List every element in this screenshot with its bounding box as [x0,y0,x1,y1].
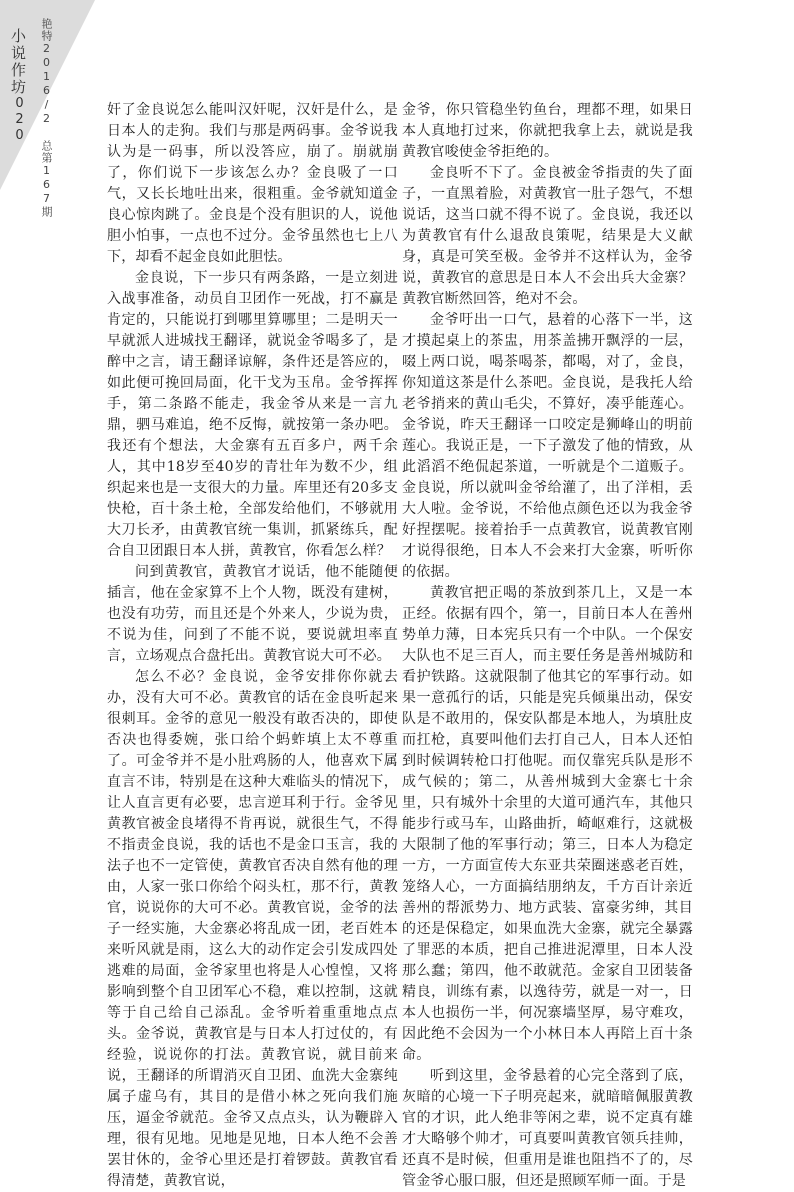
paragraph: 金良听不下了。金良被金爷指责的失了面子，一直黑着脸，对黄教官一肚子怨气，不想说话，这当口就不得不说了。金良说，我还以为黄教官有什么退敌良策呢，结果是大义献身，真是可笑至极。金爷并不这样认为，金爷说，黄教官的意思是日本人不会出兵大金寨？黄教官断然回答，绝对不会。 [402,165,693,307]
paragraph: 听到这里，金爷悬着的心完全落到了底，灰暗的心境一下子明亮起来，就暗暗佩服黄教官的才识，此人绝非等闲之辈，说不定真有雄才大略够个帅才，可真要叫黄教官领兵挂帅，还真不是时候，但重用是谁也阻挡不了的，尽管金爷心服口服，但还是照顾军师一面。于是 [402,1068,693,1189]
section-title: 小说作坊 [9,28,27,96]
paragraph: 黄教官把正喝的茶放到茶几上，又是一本正经。依据有四个，第一，目前日本人在善州势单力薄，日本宪兵只有一个中队。一个保安大队也不足三百人，而主要任务是善州城防和看护铁路。这就限制了他其它的军事行动。如果一意孤行的话，只能是宪兵倾巢出动，保安队是不敢用的，保安队都是本地人，为填肚皮而扛枪，真要叫他们去打自己人，日本人还怕到时候调转枪口打他呢。而仅靠宪兵队是形不成气候的；第二，从善州城到大金寨七十余里，只有城外十余里的大道可通汽车，其他只能步行或马车，山路曲折，崎岖难行，这就极大限制了他的军事行动；第三，日本人为稳定一方，一方面宣传大东亚共荣圈迷惑老百姓，笼络人心，一方面搞结朋纳友，千方百计亲近善州的帮派势力、地方武装、富豪劣绅，其目的还是保稳定，如果血洗大金寨，就完全暴露了罪恶的本质，把自己推进泥潭里，日本人没那么蠢；第四，他不敢就范。金家自卫团装备精良，训练有素，以逸待劳，就是一对一，日本人也损伤一半，何况寨墙坚厚，易守难攻，因此绝不会因为一个小林日本人再陪上百十条命。 [402,585,693,1063]
left-text-column [107,100,398,1192]
right-text-column [402,100,693,1192]
issue-label: 艳特2016/2 总第167期 [40,18,53,218]
page-number: 020 [12,96,27,144]
paragraph: 问到黄教官，黄教官才说话，他不能随便插言，他在金家算不上个人物，既没有建树，也没有功劳，而且还是个外来人，少说为贵，不说为佳，问到了不能不说，要说就坦率直言，立场观点合盘托出。黄教官说大可不必。 [107,564,398,664]
paragraph: 奸了金良说怎么能叫汉奸呢，汉奸是什么，是日本人的走狗。我们与那是两码事。金爷说我认为是一码事，所以没答应，崩了。崩就崩了，你们说下一步该怎么办？金良吸了一口气，又长长地吐出来，很粗重。金爷就知道金良心惊肉跳了。金良是个没有胆识的人，说他胆小怕事，一点也不过分。金爷虽然也七上八下，却看不起金良如此胆怯。 [107,102,398,265]
paragraph: 金爷，你只管稳坐钓鱼台，理都不理，如果日本人真地打过来，你就把我拿上去，就说是我黄教官唆使金爷拒绝的。 [402,102,693,160]
paragraph: 怎么不必？金良说，金爷安排你你就去办，没有大可不必。黄教官的话在金良听起来很刺耳。金爷的意见一般没有敢否决的，即使否决也得委婉，张口给个蚂蚱填上太不尊重了。可金爷并不是小肚鸡肠的人，他喜欢下属直言不讳，特别是在这种大难临头的情况下，让人直言更有必要，忠言逆耳利于行。金爷见黄教官被金良堵得不肯再说，就很生气，不得不指责金良说，我的话也不是金口玉言，我的法子也不一定管使，黄教官否决自然有他的理由，人家一张口你给个闷头杠，那不行，黄教官，说说你的大可不必。黄教官说，金爷的法子一经实施，大金寨必将乱成一团，老百姓本来听风就是雨，这么大的动作定会引发成四处逃难的局面，金爷家里也将是人心惶惶，又将影响到整个自卫团军心不稳，难以控制，这就等于自己给自己添乱。金爷听着重重地点点头。金爷说，黄教官是与日本人打过仗的，有经验，说说你的打法。黄教官说，就目前来说，王翻译的所谓消灭自卫团、血洗大金寨纯属子虚乌有，其目的是借小林之死向我们施压，逼金爷就范。金爷又点点头，认为鞭辟入理，很有见地。见地是见地，日本人绝不会善罢甘休的，金爷心里还是打着锣鼓。黄教官看得清楚，黄教官说， [107,669,398,1189]
paragraph: 金良说，下一步只有两条路，一是立刻进入战事准备，动员自卫团作一死战，打不赢是肯定的，只能说打到哪里算哪里；二是明天一早就派人进城找王翻译，就说金爷喝多了，是醉中之言，请王翻译谅解，条件还是答应的，如此便可挽回局面，化干戈为玉帛。金爷挥挥手，第二条路不能走，我金爷从来是一言九鼎，驷马难追，绝不反悔，就按第一条办吧。我还有个想法，大金寨有五百多户，两千余人，其中18岁至40岁的青壮年为数不少，组织起来也是一支很大的力量。库里还有20多支快枪，百十条土枪，全部发给他们，不够就用大刀长矛，由黄教官统一集训，抓紧练兵，配合自卫团跟日本人拼，黄教官，你看怎么样？ [107,270,398,559]
paragraph: 金爷吁出一口气，悬着的心落下一半，这才摸起桌上的茶盅，用茶盖拂开飘浮的一层，啜上两口说，喝茶喝茶，都喝，对了，金良，你知道这茶是什么茶吧。金良说，是我托人给老爷捎来的黄山毛尖，不算好，凑乎能莲心。金爷说，昨天王翻译一口咬定是狮峰山的明前莲心。我说正是，一下子激发了他的情致，从此滔滔不绝侃起茶道，一听就是个二道贩子。金良说，所以就叫金爷给灌了，出了洋相，丢大人啦。金爷说，不给他点颜色还以为我金爷好捏摆呢。接着抬手一点黄教官，说黄教官刚才说得很绝，日本人不会来打大金寨，听听你的依据。 [402,312,693,580]
